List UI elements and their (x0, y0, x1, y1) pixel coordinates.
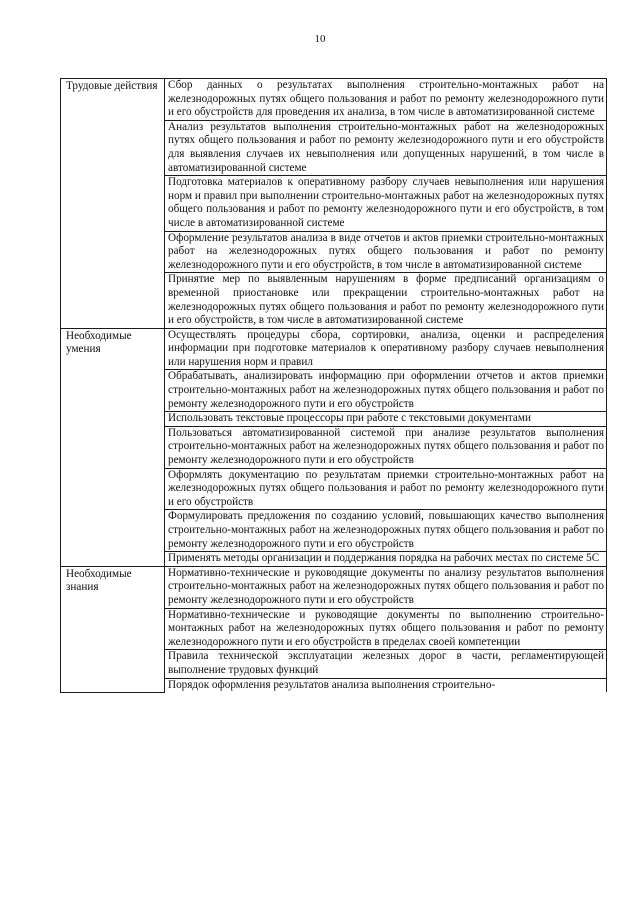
table-cell: Порядок оформления результатов анализа выполнения строительно- (165, 678, 607, 692)
table-cell: Нормативно-технические и руководящие документы по выполнению строительно-монтажных работ на железнодорожных путях общего пользования и работ по ремонту железнодорожного пути и его обустройств в пределах своей компетенции (165, 608, 607, 650)
table-cell: Осуществлять процедуры сбора, сортировки, анализа, оценки и распределения информации при подготовке материалов к оперативному разбору случаев невыполнения или нарушения норм и правил (165, 328, 607, 370)
table-cell: Применять методы организации и поддержания порядка на рабочих местах по системе 5С (165, 552, 607, 567)
table-cell: Принятие мер по выявленным нарушениям в форме предписаний организациям о временной приостановке или прекращении строительно-монтажных работ на железнодорожных путях общего пользования и работ по ремонту железнодорожного пути и его обустройств, в том числе в автоматизированной системе (165, 273, 607, 328)
table-cell: Обрабатывать, анализировать информацию при оформлении отчетов и актов приемки строительно-монтажных работ на железнодорожных путях общего пользования и работ по ремонту железнодорожного пути и его обустройств (165, 370, 607, 412)
section-title-required-knowledge: Необходимые знания (61, 566, 165, 692)
table-cell: Оформлять документацию по результатам приемки строительно-монтажных работ на железнодорожных путях общего пользования и работ по ремонту железнодорожного пути и его обустройств (165, 468, 607, 510)
table-row (61, 79, 607, 121)
table-cell: Оформление результатов анализа в виде отчетов и актов приемки строительно-монтажных работ на железнодорожных путях общего пользования и работ по ремонту железнодорожного пути и его обустройств, в том числе в автоматизированной системе (165, 231, 607, 273)
table-cell: Нормативно-технические и руководящие документы по анализу результатов выполнения строительно-монтажных работ на железнодорожных путях общего пользования и работ по ремонту железнодорожного пути и его обустройств (165, 566, 607, 608)
table-cell: Анализ результатов выполнения строительно-монтажных работ на железнодорожных путях общего пользования и работ по ремонту железнодорожного пути и его обустройств для выявления случаев их невыполнения или допущенных нарушений, в том числе в автоматизированной системе (165, 120, 607, 175)
labor-functions-table (60, 78, 607, 693)
table-row (61, 566, 607, 608)
table-cell: Пользоваться автоматизированной системой при анализе результатов выполнения строительно-монтажных работ на железнодорожных путях общего пользования и работ по ремонту железнодорожного пути и его обустройств (165, 426, 607, 468)
table-cell: Правила технической эксплуатации железных дорог в части, регламентирующей выполнение трудовых функций (165, 650, 607, 678)
table-row (61, 328, 607, 370)
table-cell: Использовать текстовые процессоры при работе с текстовыми документами (165, 412, 607, 427)
page-number: 10 (314, 33, 326, 45)
table-cell: Сбор данных о результатах выполнения строительно-монтажных работ на железнодорожных путях общего пользования и работ по ремонту железнодорожного пути и его обустройств для проведения их анализа, в том числе в автоматизированной системе (165, 79, 607, 121)
section-title-required-skills: Необходимые умения (61, 328, 165, 566)
section-title-labor-actions: Трудовые действия (61, 79, 165, 329)
table-cell: Подготовка материалов к оперативному разбору случаев невыполнения или нарушения норм и правил при выполнении строительно-монтажных работ на железнодорожных путях общего пользования и работ по ремонту железнодорожного пути и его обустройств, в том числе в автоматизированной системе (165, 176, 607, 231)
table-cell: Формулировать предложения по созданию условий, повышающих качество выполнения строительно-монтажных работ на железнодорожных путях общего пользования и работ по ремонту железнодорожного пути и его обустройств (165, 510, 607, 552)
